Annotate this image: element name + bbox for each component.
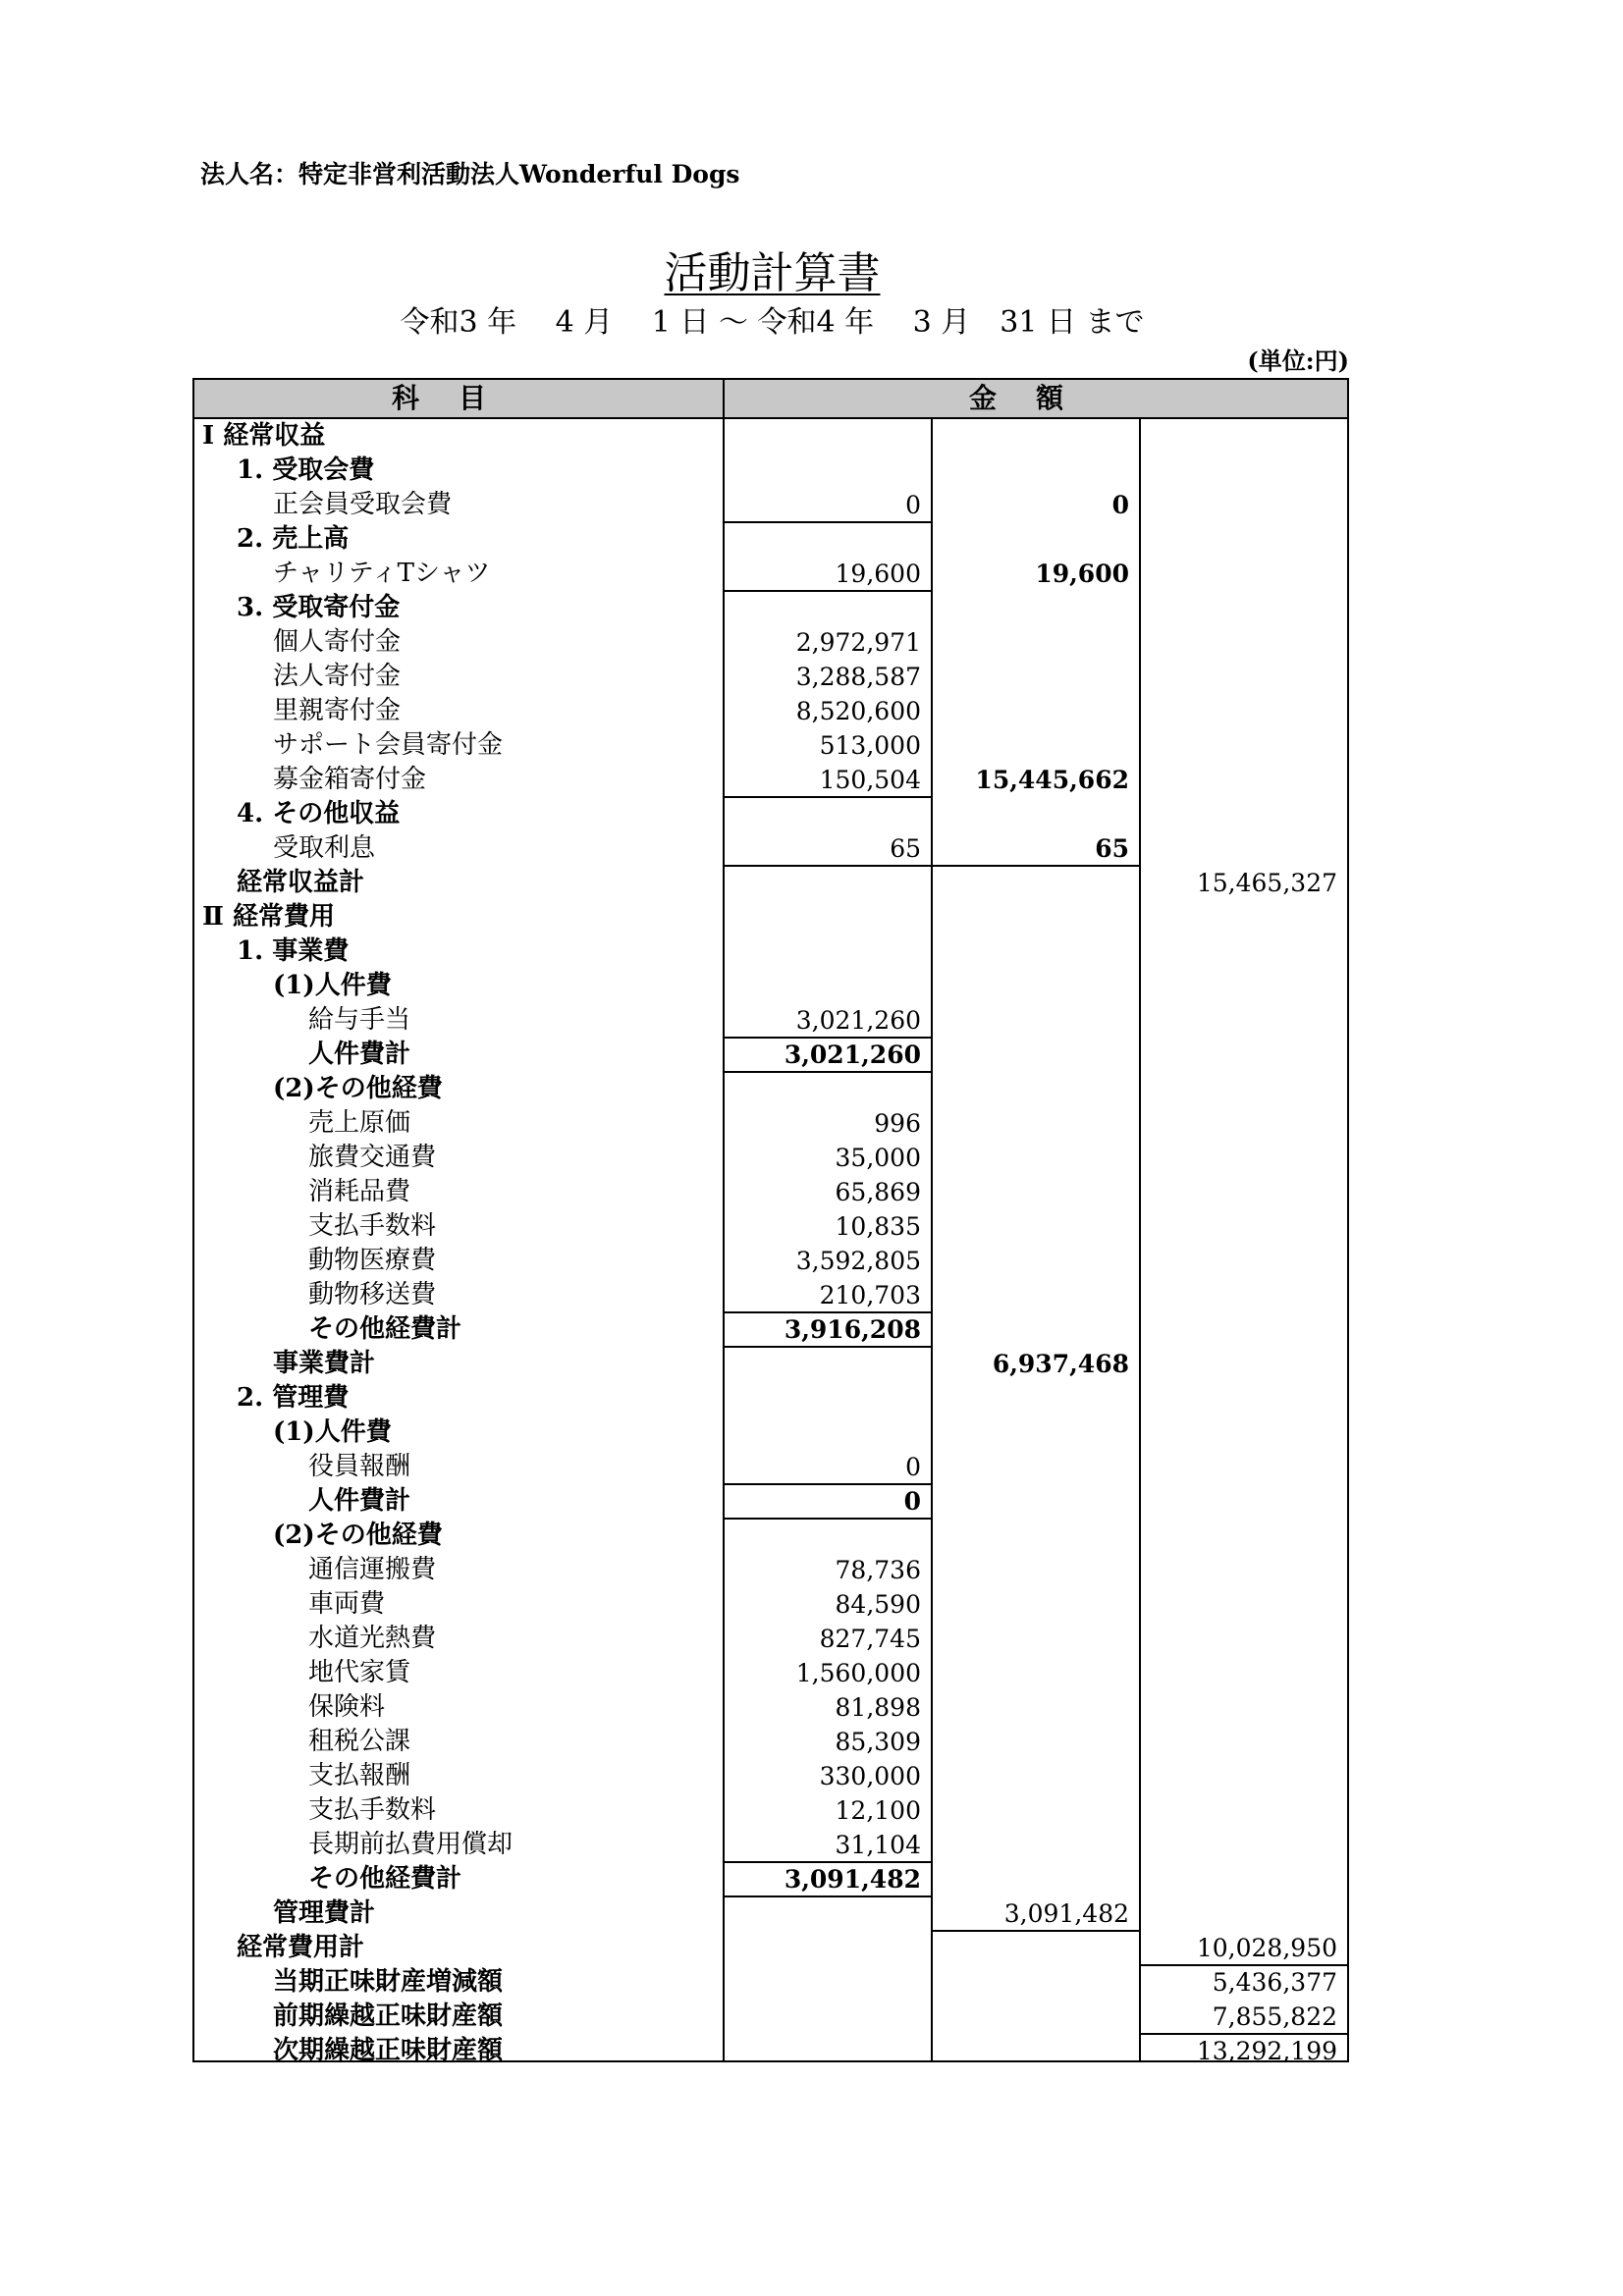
table-row (192, 866, 1349, 900)
amount-col1: 0 (905, 491, 921, 519)
row-label: その他経費計 (308, 1864, 462, 1894)
table-row (192, 728, 1349, 763)
row-label: 当期正味財産増減額 (273, 1967, 504, 1997)
table-row (192, 1381, 1349, 1415)
table-row (192, 1725, 1349, 1759)
amount-col1: 513,000 (819, 731, 921, 760)
table-row (192, 1931, 1349, 1965)
document-title: 活動計算書 (664, 248, 881, 298)
table-row (192, 934, 1349, 969)
row-label: 水道光熱費 (308, 1624, 437, 1653)
row-label: 2. 管理費 (237, 1383, 350, 1413)
table-row (192, 1622, 1349, 1656)
row-label: 管理費計 (273, 1898, 376, 1928)
row-label: 保険料 (308, 1692, 386, 1722)
amount-col1: 35,000 (835, 1144, 921, 1172)
amount-col1: 78,736 (835, 1556, 921, 1584)
row-label: 2. 売上高 (237, 524, 350, 554)
amount-col1: 2,972,971 (795, 628, 921, 657)
amount-col1: 8,520,600 (795, 697, 921, 725)
amount-col2: 6,937,468 (992, 1350, 1129, 1378)
row-label: 動物移送費 (308, 1280, 437, 1309)
table-row (192, 1484, 1349, 1519)
amount-col1: 3,288,587 (795, 663, 921, 691)
table-row (192, 1244, 1349, 1278)
amount-col1: 330,000 (819, 1762, 921, 1790)
row-label: 事業費計 (273, 1349, 376, 1378)
amount-col1: 0 (903, 1487, 921, 1516)
table-row (192, 2000, 1349, 2034)
organization-name (200, 155, 740, 190)
amount-col3: 13,292,199 (1196, 2037, 1337, 2065)
amount-col1: 65 (890, 834, 921, 863)
row-label: 支払手数料 (308, 1795, 437, 1825)
row-label: その他経費計 (308, 1314, 462, 1344)
row-label: 長期前払費用償却 (308, 1830, 514, 1859)
table-row (192, 1793, 1349, 1828)
table-row (192, 557, 1349, 591)
amount-col2: 19,600 (1035, 560, 1129, 588)
table-row (192, 1759, 1349, 1793)
table-row (192, 1072, 1349, 1106)
table-row (192, 1896, 1349, 1931)
table-row (192, 797, 1349, 831)
amount-col1: 81,898 (835, 1693, 921, 1722)
amount-col1: 3,916,208 (784, 1315, 921, 1344)
amount-col1: 3,021,260 (795, 1006, 921, 1035)
table-row (192, 1690, 1349, 1725)
row-label: 3. 受取寄付金 (237, 593, 401, 622)
row-label: 募金箱寄付金 (273, 765, 427, 794)
org-value: 特定非営利活動法人Wonderful Dogs (298, 160, 740, 188)
row-label: サポート会員寄付金 (273, 730, 504, 760)
amount-col1: 31,104 (835, 1831, 921, 1859)
amount-col2: 65 (1095, 834, 1129, 863)
table-row (192, 1415, 1349, 1450)
row-label: 経常費用計 (237, 1933, 365, 1962)
unit-label: (単位:円) (1247, 347, 1349, 375)
table-row (192, 763, 1349, 797)
table-row (192, 1038, 1349, 1072)
amount-col1: 1,560,000 (795, 1659, 921, 1687)
row-label: 1. 受取会費 (237, 455, 375, 485)
amount-col1: 10,835 (835, 1212, 921, 1241)
row-label: 人件費計 (308, 1040, 411, 1069)
amount-col1: 19,600 (835, 560, 921, 588)
amount-col3: 5,436,377 (1212, 1968, 1337, 1997)
amount-col1: 3,592,805 (795, 1247, 921, 1275)
table-row (192, 625, 1349, 660)
table-row (192, 1278, 1349, 1312)
row-label: (2)その他経費 (273, 1521, 443, 1550)
item-column-header: 科目 (391, 382, 525, 414)
table-row (192, 1828, 1349, 1862)
org-label: 法人名： (200, 160, 299, 188)
amount-col1: 827,745 (819, 1625, 921, 1653)
amount-col2: 3,091,482 (1003, 1899, 1129, 1928)
amount-col3: 7,855,822 (1212, 2002, 1337, 2031)
amount-col1: 3,091,482 (784, 1865, 921, 1894)
table-row (192, 419, 1349, 454)
table-row (192, 969, 1349, 1003)
amount-col2: 15,445,662 (975, 766, 1129, 794)
row-label: 動物医療費 (308, 1246, 437, 1275)
row-label: 給与手当 (308, 1005, 411, 1035)
row-label: 地代家賃 (308, 1658, 411, 1687)
amount-col1: 85,309 (835, 1728, 921, 1756)
table-row (192, 1003, 1349, 1038)
row-label: 通信運搬費 (308, 1555, 437, 1584)
row-label: 1. 事業費 (237, 936, 350, 966)
table-row (192, 522, 1349, 557)
table-row (192, 1175, 1349, 1209)
amount-col1: 210,703 (819, 1281, 921, 1309)
table-row (192, 1347, 1349, 1381)
table-row (192, 1519, 1349, 1553)
amount-col3: 15,465,327 (1196, 869, 1337, 897)
amount-col1: 0 (905, 1453, 921, 1481)
amount-col3: 10,028,950 (1196, 1934, 1337, 1962)
row-label: 受取利息 (273, 833, 376, 863)
table-row (192, 1862, 1349, 1896)
table-row (192, 1106, 1349, 1141)
row-label: 支払手数料 (308, 1211, 437, 1241)
row-label: 旅費交通費 (308, 1143, 437, 1172)
amount-col1: 3,021,260 (784, 1041, 921, 1069)
row-label: 里親寄付金 (273, 696, 402, 725)
row-label: 個人寄付金 (273, 627, 402, 657)
amount-col1: 150,504 (819, 766, 921, 794)
row-label: 経常収益計 (237, 868, 365, 897)
table-row (192, 660, 1349, 694)
row-label: 人件費計 (308, 1486, 411, 1516)
table-row (192, 488, 1349, 522)
row-label: 支払報酬 (308, 1761, 411, 1790)
table-row (192, 1553, 1349, 1587)
row-label: Ⅱ 経常費用 (202, 902, 335, 932)
table-row (192, 454, 1349, 488)
table-header (192, 378, 1349, 419)
amount-column-header: 金額 (968, 382, 1103, 414)
row-label: 消耗品費 (308, 1177, 411, 1206)
row-label: チャリティTシャツ (273, 559, 491, 588)
row-label: 次期繰越正味財産額 (273, 2036, 504, 2065)
table-row (192, 1587, 1349, 1622)
table-row (192, 1141, 1349, 1175)
row-label: 4. その他収益 (237, 799, 401, 828)
table-row (192, 694, 1349, 728)
table-row (192, 831, 1349, 866)
row-label: Ⅰ 経常収益 (202, 421, 326, 451)
row-label: 売上原価 (308, 1108, 411, 1138)
amount-col1: 65,869 (835, 1178, 921, 1206)
row-label: (1)人件費 (273, 1417, 392, 1447)
row-label: 正会員受取会費 (273, 490, 453, 519)
amount-col1: 84,590 (835, 1590, 921, 1619)
row-label: (2)その他経費 (273, 1074, 443, 1103)
row-label: 法人寄付金 (273, 662, 402, 691)
table-row (192, 1209, 1349, 1244)
amount-col2: 0 (1111, 491, 1129, 519)
table-row (192, 591, 1349, 625)
row-label: 役員報酬 (308, 1452, 411, 1481)
table-row (192, 1450, 1349, 1484)
table-row (192, 900, 1349, 934)
table-row (192, 1656, 1349, 1690)
row-label: 車両費 (308, 1589, 386, 1619)
row-label: (1)人件費 (273, 971, 392, 1000)
row-label: 租税公課 (308, 1727, 411, 1756)
table-row (192, 1312, 1349, 1347)
fiscal-period: 令和3 年 4 月 1 日 ～ 令和4 年 3 月 31 日 まで (400, 305, 1145, 340)
table-row (192, 1965, 1349, 2000)
row-label: 前期繰越正味財産額 (273, 2002, 504, 2031)
table-row (192, 2034, 1349, 2068)
amount-col1: 12,100 (835, 1796, 921, 1825)
amount-col1: 996 (874, 1109, 921, 1138)
